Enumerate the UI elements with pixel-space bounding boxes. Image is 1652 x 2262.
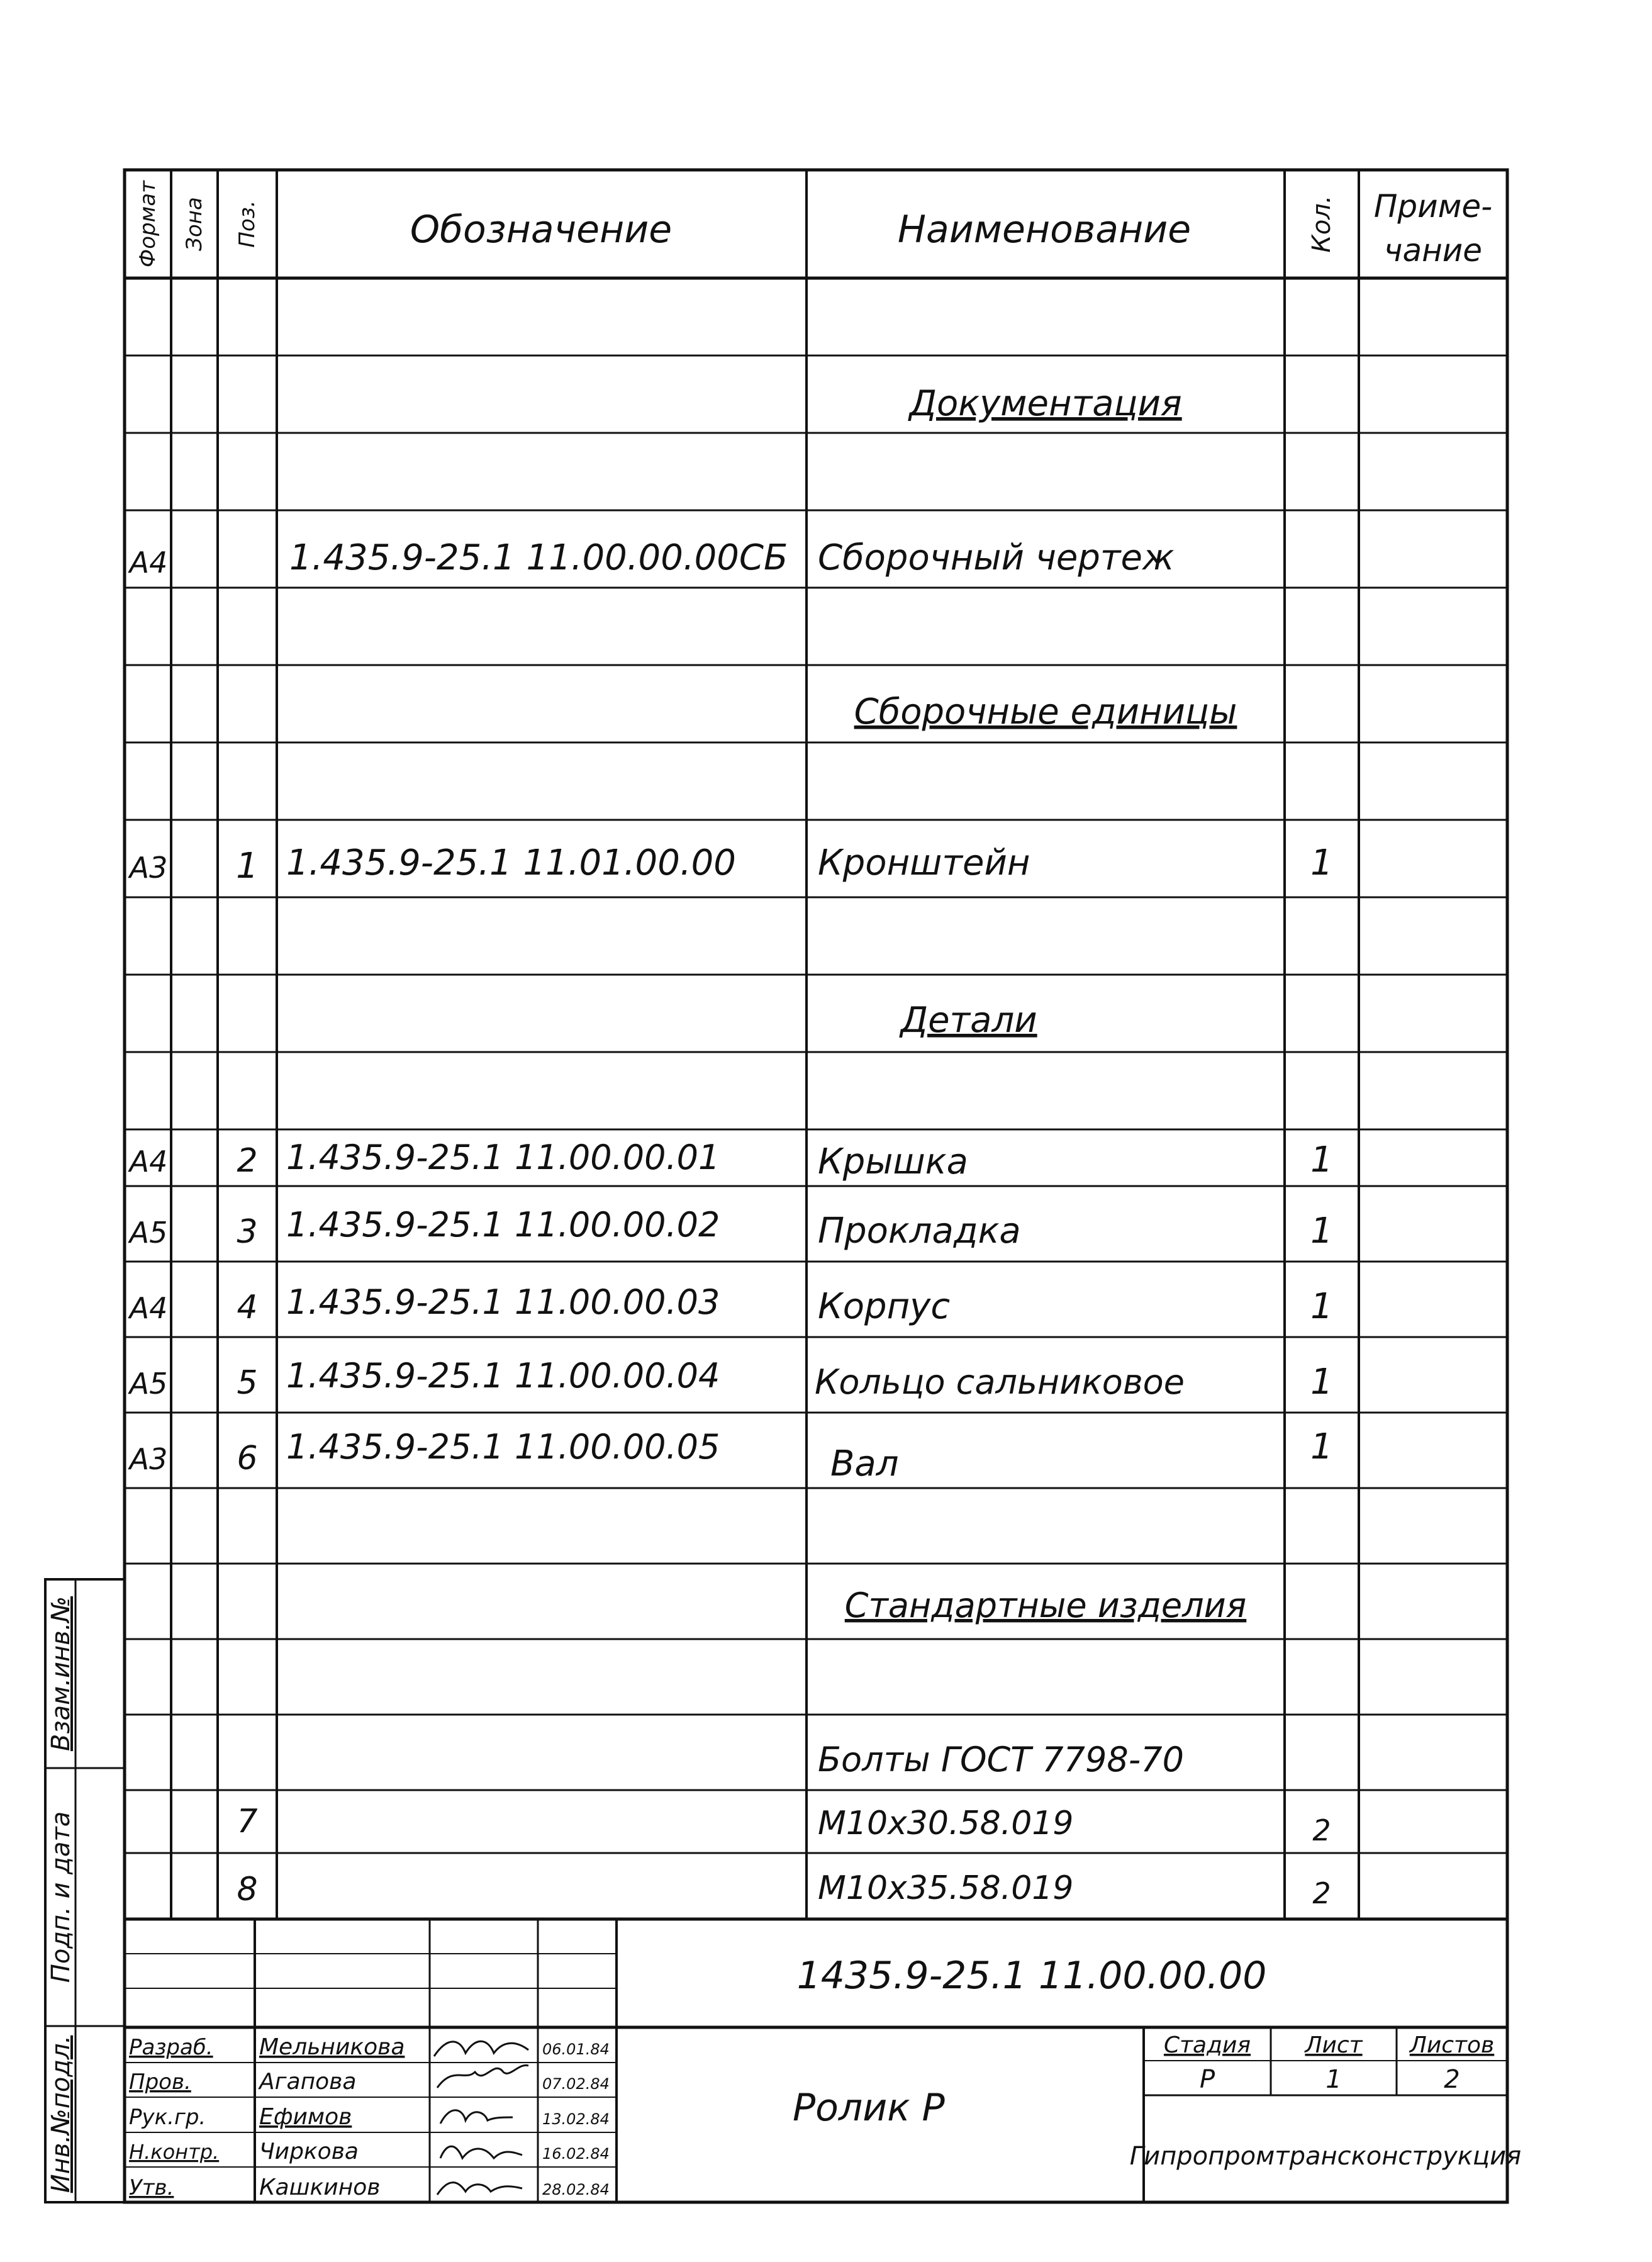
row-designation: 1.435.9-25.1 11.00.00.00СБ <box>289 537 788 578</box>
person-date: 06.01.84 <box>542 2041 610 2058</box>
header-pos: Поз. <box>235 200 260 248</box>
row-pos: 2 <box>237 1142 258 1180</box>
person-date: 07.02.84 <box>542 2075 610 2093</box>
row-format: А3 <box>129 1442 168 1476</box>
signature <box>440 2146 522 2158</box>
person-name: Агапова <box>259 2069 357 2095</box>
row-pos: 7 <box>237 1803 258 1840</box>
row-format: А5 <box>129 1216 168 1250</box>
signature <box>440 2110 513 2124</box>
person-name: Кашкинов <box>259 2175 381 2200</box>
row-name: Крышка <box>818 1141 968 1182</box>
row-name: Кольцо сальниковое <box>815 1362 1185 1402</box>
organization: Гипропромтрансконструкция <box>1129 2142 1522 2171</box>
signature <box>437 2183 522 2195</box>
row-name: Вал <box>830 1443 899 1484</box>
row-pos: 6 <box>237 1440 258 1477</box>
row-pos: 4 <box>237 1289 258 1326</box>
header-format: Формат <box>135 181 160 267</box>
stage-value: Р <box>1199 2065 1215 2094</box>
row-qty: 1 <box>1310 1286 1333 1327</box>
row-name: Кронштейн <box>818 843 1030 883</box>
row-format: А4 <box>129 1145 168 1179</box>
header-note-line1: Приме- <box>1373 188 1493 225</box>
row-designation: 1.435.9-25.1 11.00.00.05 <box>286 1427 720 1467</box>
header-qty: Кол. <box>1307 195 1336 253</box>
signature <box>437 2065 528 2088</box>
person-role: Утв. <box>129 2175 174 2200</box>
product-name: Ролик Р <box>793 2086 945 2130</box>
row-pos: 5 <box>237 1364 258 1402</box>
margin-replace-inv: Взам.инв.№ <box>47 1596 75 1752</box>
row-format: А4 <box>129 546 168 579</box>
stage-label: Стадия <box>1163 2032 1251 2058</box>
row-format: А4 <box>129 1291 168 1325</box>
row-name: Сборочный чертеж <box>818 537 1175 578</box>
sheets-label: Листов <box>1409 2032 1495 2058</box>
sheets-value: 2 <box>1444 2065 1460 2094</box>
margin-sign-date: Подп. и дата <box>47 1811 75 1983</box>
row-format: А5 <box>129 1367 168 1401</box>
table-grid <box>125 170 1507 1919</box>
row-qty: 1 <box>1310 1211 1333 1251</box>
person-name: Чиркова <box>259 2139 359 2164</box>
person-role: Разраб. <box>129 2035 213 2060</box>
row-designation: 1.435.9-25.1 11.00.00.01 <box>286 1138 720 1177</box>
person-role: Рук.гр. <box>129 2105 206 2130</box>
section-assembly-units: Сборочные единицы <box>854 691 1237 732</box>
sheet-label: Лист <box>1305 2032 1363 2058</box>
row-pos: 1 <box>236 846 259 887</box>
row-format: А3 <box>129 851 168 885</box>
person-date: 13.02.84 <box>542 2110 610 2128</box>
row-name: М10х30.58.019 <box>818 1805 1074 1842</box>
row-name: М10х35.58.019 <box>818 1869 1074 1907</box>
row-qty: 1 <box>1310 843 1333 883</box>
header-note-line2: чание <box>1383 232 1483 269</box>
row-name: Корпус <box>818 1286 951 1327</box>
person-date: 28.02.84 <box>542 2181 610 2198</box>
header-name: Наименование <box>897 208 1192 252</box>
sheet-value: 1 <box>1326 2065 1342 2094</box>
row-pos: 3 <box>237 1213 258 1251</box>
signature <box>434 2041 528 2056</box>
person-name: Ефимов <box>259 2104 352 2130</box>
row-designation: 1.435.9-25.1 11.00.00.04 <box>286 1356 720 1396</box>
row-qty: 2 <box>1312 1813 1331 1847</box>
row-qty: 2 <box>1312 1876 1331 1910</box>
person-role: Н.контр. <box>129 2140 220 2164</box>
header-zone: Зона <box>182 197 207 251</box>
person-role: Пров. <box>129 2069 191 2095</box>
row-designation: 1.435.9-25.1 11.00.00.02 <box>286 1205 720 1245</box>
document-number: 1435.9-25.1 11.00.00.00 <box>796 1954 1267 1998</box>
row-name: Прокладка <box>818 1211 1021 1251</box>
section-documentation: Документация <box>909 383 1182 424</box>
row-designation: 1.435.9-25.1 11.01.00.00 <box>286 843 736 883</box>
section-details: Детали <box>900 1000 1037 1041</box>
section-standard-items: Стандартные изделия <box>844 1586 1247 1625</box>
row-name: Болты ГОСТ 7798-70 <box>818 1740 1184 1779</box>
person-name: Мельникова <box>259 2034 405 2060</box>
row-pos: 8 <box>237 1871 258 1908</box>
margin-inv-original: Инв.№подл. <box>47 2035 75 2193</box>
row-designation: 1.435.9-25.1 11.00.00.03 <box>286 1282 720 1322</box>
header-designation: Обозначение <box>410 208 673 252</box>
row-qty: 1 <box>1310 1362 1333 1403</box>
person-date: 16.02.84 <box>542 2145 610 2163</box>
row-qty: 1 <box>1310 1426 1333 1467</box>
row-qty: 1 <box>1310 1139 1333 1180</box>
